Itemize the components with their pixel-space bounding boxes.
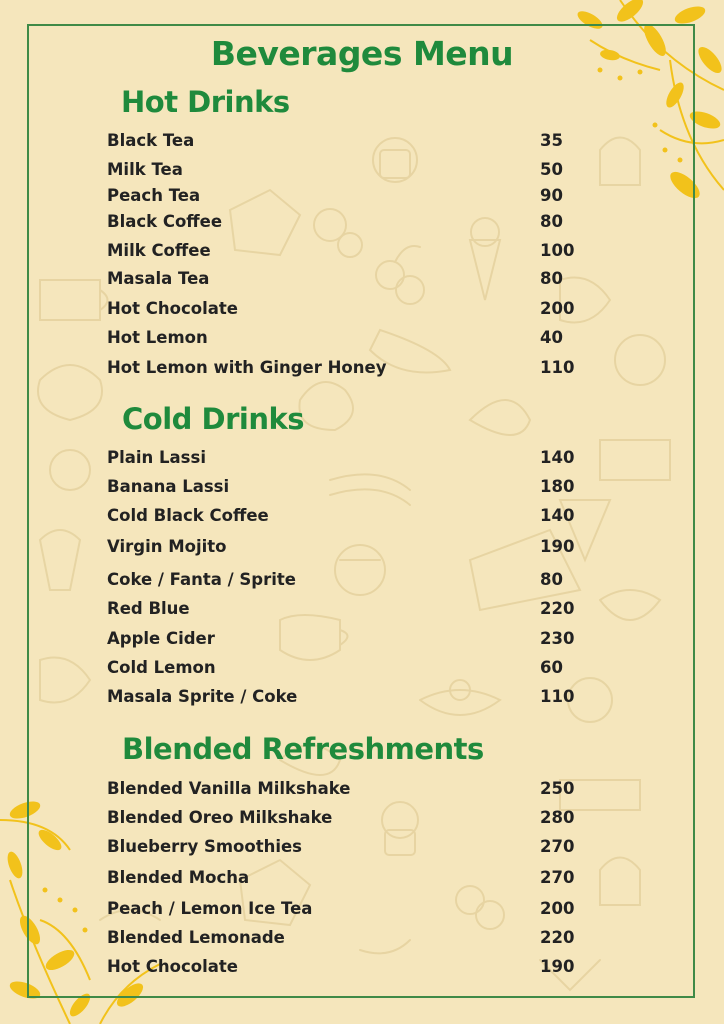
item-name: Milk Tea: [107, 160, 183, 179]
menu-title: Beverages Menu: [210, 34, 514, 73]
item-price: 270: [540, 868, 575, 887]
section-title-cold-drinks: Cold Drinks: [122, 402, 305, 436]
item-price: 190: [540, 537, 575, 556]
item-price: 40: [540, 328, 563, 347]
list-item: [107, 899, 587, 923]
list-item: [107, 131, 587, 155]
item-name: Blueberry Smoothies: [107, 837, 302, 856]
item-name: Milk Coffee: [107, 241, 211, 260]
list-item: [107, 448, 587, 472]
item-name: Hot Chocolate: [107, 299, 238, 318]
list-item: [107, 687, 587, 711]
item-price: 140: [540, 448, 575, 467]
item-price: 200: [540, 899, 575, 918]
item-name: Hot Lemon: [107, 328, 208, 347]
item-name: Peach Tea: [107, 186, 201, 205]
item-price: 180: [540, 477, 575, 496]
item-name: Blended Oreo Milkshake: [107, 808, 333, 827]
item-name: Plain Lassi: [107, 448, 206, 467]
list-item: [107, 629, 587, 653]
list-item: [107, 808, 587, 832]
list-item: [107, 477, 587, 501]
item-name: Blended Vanilla Milkshake: [107, 779, 351, 798]
list-item: [107, 837, 587, 861]
list-item: [107, 299, 587, 323]
list-item: [107, 186, 587, 210]
list-item: [107, 537, 587, 561]
item-price: 90: [540, 186, 563, 205]
list-item: [107, 328, 587, 352]
list-item: [107, 779, 587, 803]
list-item: [107, 957, 587, 981]
item-price: 100: [540, 241, 575, 260]
item-name: Black Tea: [107, 131, 195, 150]
item-price: 220: [540, 928, 575, 947]
item-price: 270: [540, 837, 575, 856]
item-price: 110: [540, 358, 575, 377]
item-name: Peach / Lemon Ice Tea: [107, 899, 313, 918]
item-name: Apple Cider: [107, 629, 215, 648]
item-price: 220: [540, 599, 575, 618]
item-name: Banana Lassi: [107, 477, 230, 496]
item-price: 280: [540, 808, 575, 827]
item-name: Coke / Fanta / Sprite: [107, 570, 296, 589]
list-item: [107, 868, 587, 892]
item-name: Virgin Mojito: [107, 537, 227, 556]
item-price: 50: [540, 160, 563, 179]
item-name: Red Blue: [107, 599, 190, 618]
item-price: 190: [540, 957, 575, 976]
item-name: Blended Mocha: [107, 868, 250, 887]
item-price: 250: [540, 779, 575, 798]
list-item: [107, 269, 587, 293]
item-price: 60: [540, 658, 563, 677]
item-name: Masala Tea: [107, 269, 210, 288]
item-price: 80: [540, 212, 563, 231]
list-item: [107, 570, 587, 594]
item-price: 200: [540, 299, 575, 318]
list-item: [107, 212, 587, 236]
item-name: Cold Lemon: [107, 658, 216, 677]
item-price: 80: [540, 269, 563, 288]
item-name: Hot Chocolate: [107, 957, 238, 976]
list-item: [107, 506, 587, 530]
item-price: 80: [540, 570, 563, 589]
list-item: [107, 599, 587, 623]
item-name: Black Coffee: [107, 212, 223, 231]
item-name: Cold Black Coffee: [107, 506, 269, 525]
item-price: 110: [540, 687, 575, 706]
list-item: [107, 160, 587, 184]
item-price: 35: [540, 131, 563, 150]
item-name: Hot Lemon with Ginger Honey: [107, 358, 387, 377]
item-price: 230: [540, 629, 575, 648]
item-name: Masala Sprite / Coke: [107, 687, 298, 706]
section-title-hot-drinks: Hot Drinks: [121, 85, 290, 119]
list-item: [107, 358, 587, 382]
section-title-blended-refreshments: Blended Refreshments: [122, 732, 484, 766]
list-item: [107, 241, 587, 265]
list-item: [107, 658, 587, 682]
item-name: Blended Lemonade: [107, 928, 285, 947]
list-item: [107, 928, 587, 952]
item-price: 140: [540, 506, 575, 525]
